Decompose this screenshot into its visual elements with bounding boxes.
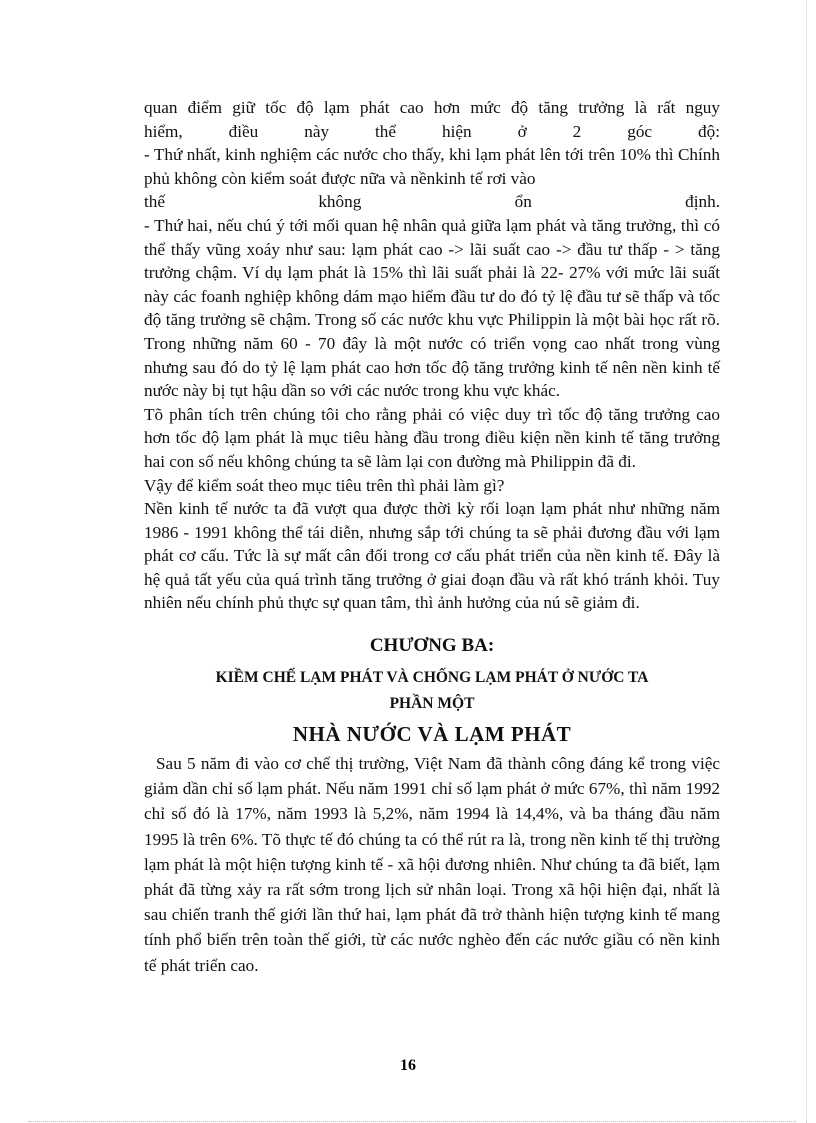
page-border-bottom [28, 1121, 796, 1122]
conclusion-paragraph: Tõ phân tích trên chúng tôi cho rằng phải có việc duy trì tốc độ tăng trưởng cao hơn tốc độ lạm phát là mục tiêu hàng đầu trong điều kiện nền kinh tế tăng trưởng hai con số nếu không chúng ta sẽ làm lại con đường mà Philippin đã đi. [144, 404, 720, 471]
part-title: NHÀ NƯỚC VÀ LẠM PHÁT [292, 722, 572, 747]
chapter-subtitle: KIỀM CHẾ LẠM PHÁT VÀ CHỐNG LẠM PHÁT Ở NƯỚC TA [215, 669, 649, 687]
intro-line-2: hiểm, điều này thể hiện ở 2 góc độ: [144, 121, 720, 141]
point-1-end: thế không ổn định. [144, 192, 720, 212]
question-line: Vậy để kiểm soát theo mục tiêu trên thì phải làm gì? [144, 475, 505, 495]
point-2-paragraph: - Thứ hai, nếu chú ý tới mối quan hệ nhân quả giữa lạm phát và tăng trưởng, thì có thể thấy vũng xoáy như sau: lạm phát cao -> lãi suất cao -> đầu tư thấp - > tăng trưởng chậm. Ví dụ lạm phát là 15% thì lãi suất phải là 22- 27% với mức lãi suất này các foanh nghiệp không dám mạo hiểm đầu tư do đó tỷ lệ đầu tư sẽ thấp và tốc độ tăng trưởng sẽ chậm. Trong số các nước khu vực Philippin là một bài học rất rõ. Trong những năm 60 - 70 đây là một nước có triển vọng cao nhất trong vùng nhưng sau đó do tỷ lệ lạm phát cao hơn tốc độ tăng trưởng kinh tế nên nền kinh tế nước này bị tụt hậu dần so với các nước trong khu vực khác. [144, 215, 720, 401]
section-2 [144, 751, 720, 978]
closing-paragraph: Nền kinh tế nước ta đã vượt qua được thời kỳ rối loạn lạm phát như những năm 1986 - 1991 không thể tái diễn, nhưng sắp tới chúng ta sẽ phải đương đầu với lạm phát cơ cấu. Tức là sự mất cân đối trong cơ cấu phát triển của nền kinh tế. Đây là hệ quả tất yếu của quá trình tăng trưởng ở giai đoạn đầu và rất khó tránh khỏi. Tuy nhiên nếu chính phủ thực sự quan tâm, thì ảnh hưởng của nú sẽ giảm đi. [144, 499, 720, 613]
intro-line-1: quan điểm giữ tốc độ lạm phát cao hơn mức độ tăng trưởng là rất nguy [144, 98, 720, 117]
document-page [144, 96, 720, 978]
part-label: PHẦN MỘT [389, 695, 475, 713]
chapter-title: CHƯƠNG BA: [369, 635, 495, 657]
page-number: 16 [400, 1057, 416, 1074]
point-1-text: - Thứ nhất, kinh nghiệm các nước cho thấy, khi lạm phát lên tới trên 10% thì Chính phủ không còn kiểm soát được nữa và nềnkinh tế rơi vào [144, 145, 720, 188]
page-border-right [806, 0, 807, 1123]
section-2-paragraph: Sau 5 năm đi vào cơ chế thị trường, Việt Nam đã thành công đáng kể trong việc giảm dần chỉ số lạm phát. Nếu năm 1991 chỉ số lạm phát ở mức 67%, thì năm 1992 chỉ số đó là 17%, năm 1993 là 5,2%, năm 1994 là 14,4%, và ba tháng đầu năm 1995 là trên 6%. Tõ thực tế đó chúng ta có thể rút ra là, trong nền kinh tế thị trường lạm phát là một hiện tượng kinh tế - xã hội đương nhiên. Như chúng ta đã biết, lạm phát đã từng xảy ra rất sớm trong lịch sử nhân loại. Trong xã hội hiện đại, nhất là sau chiến tranh thế giới lần thứ hai, lạm phát đã trở thành hiện tượng kinh tế mang tính phổ biến trên toàn thế giới, từ các nước nghèo đến các nước giầu có nền kinh tế phát triển cao. [144, 754, 720, 975]
